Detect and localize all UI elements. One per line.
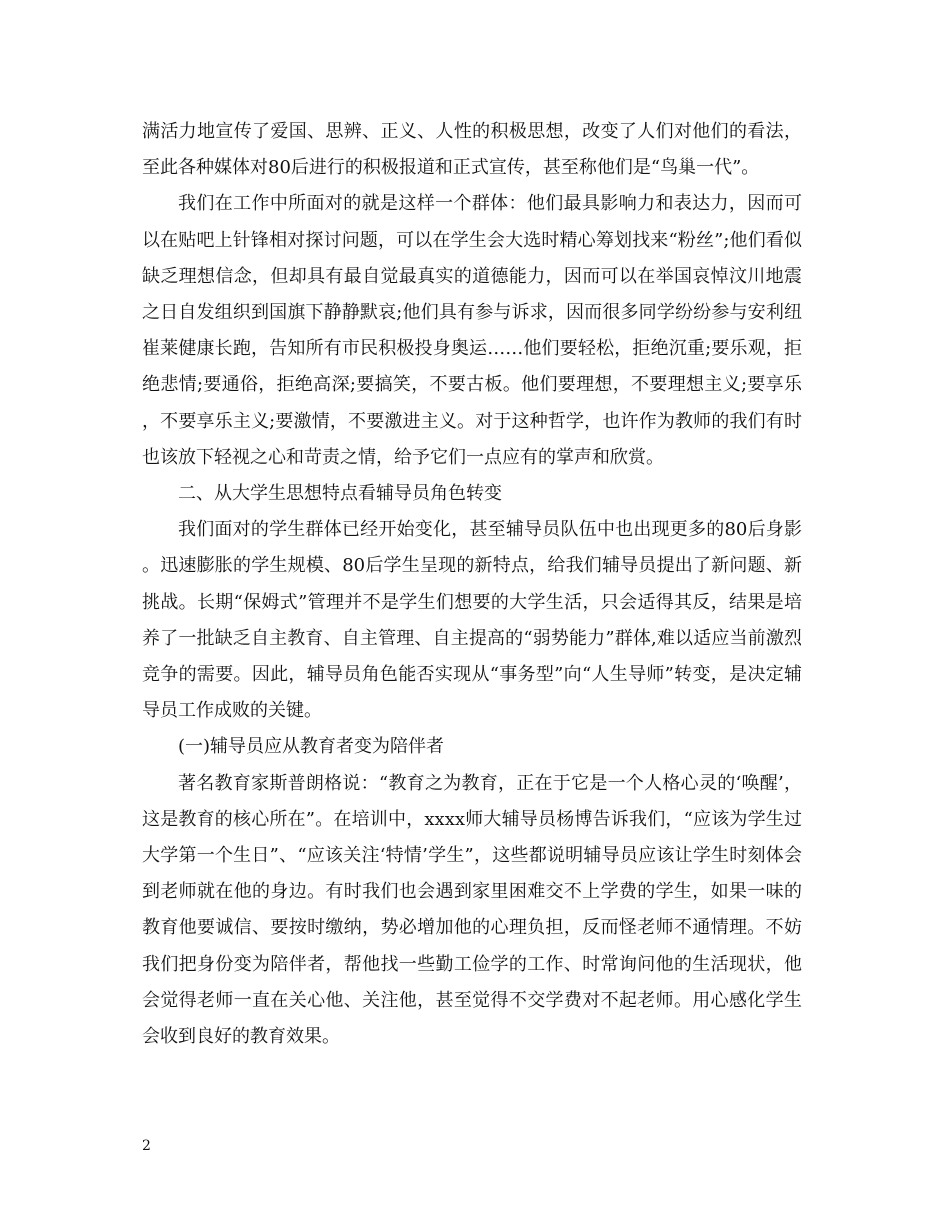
page-number: 2 — [142, 1138, 151, 1154]
section-heading-role-shift: 二、从大学生思想特点看辅导员角色转变 — [178, 483, 502, 505]
paragraph-educator-quote: 著名教育家斯普朗格说：“教育之为教育，正在于它是一个人格心灵的‘唤醒’，这是教育的核心所在”。在培训中，xxxx师大辅导员杨博告诉我们，“应该为学生过大学第一个生日”、“应该关注‘特情’学生”，这些都说明辅导员应该让学生时刻体会到老师就在他的身边。有时我们也会遇到家里困难交不上学费的学生，如果一味的教育他要诚信、要按时缴纳，势必增加他的心理负担，反而怪老师不通情理。不妨我们把身份变为陪伴者，帮他找一些勤工俭学的工作、时常询问他的生活现状，他会觉得老师一直在关心他、关注他，甚至觉得不交学费对不起老师。用心感化学生会收到良好的教育效果。 — [142, 772, 802, 1048]
paragraph-student-group: 我们在工作中所面对的就是这样一个群体：他们最具影响力和表达力，因而可以在贴吧上针锋相对探讨问题，可以在学生会大选时精心筹划找来“粉丝”;他们看似缺乏理想信念，但却具有最自觉最真实的道德能力，因而可以在举国哀悼汶川地震之日自发组织到国旗下静静默哀;他们具有参与诉求，因而很多同学纷纷参与安利纽崔莱健康长跑，告知所有市民积极投身奥运……他们要轻松，拒绝沉重;要乐观，拒绝悲情;要通俗，拒绝高深;要搞笑，不要古板。他们要理想，不要理想主义;要享乐，不要享乐主义;要激情，不要激进主义。对于这种哲学，也许作为教师的我们有时也该放下轻视之心和苛责之情，给予它们一点应有的掌声和欣赏。 — [142, 193, 802, 468]
paragraph-continuation: 满活力地宣传了爱国、思辨、正义、人性的积极思想，改变了人们对他们的看法，至此各种媒体对80后进行的积极报道和正式宣传，甚至称他们是“鸟巢一代”。 — [142, 121, 802, 179]
document-body — [142, 114, 802, 1055]
paragraph-changing-students: 我们面对的学生群体已经开始变化，甚至辅导员队伍中也出现更多的80后身影。迅速膨胀的学生规模、80后学生呈现的新特点，给我们辅导员提出了新问题、新挑战。长期“保姆式”管理并不是学生们想要的大学生活，只会适得其反，结果是培养了一批缺乏自主教育、自主管理、自主提高的“弱势能力”群体,难以适应当前激烈竞争的需要。因此，辅导员角色能否实现从“事务型”向“人生导师”转变，是决定辅导员工作成败的关键。 — [142, 519, 802, 722]
subsection-heading-companion: (一)辅导员应从教育者变为陪伴者 — [178, 736, 445, 758]
